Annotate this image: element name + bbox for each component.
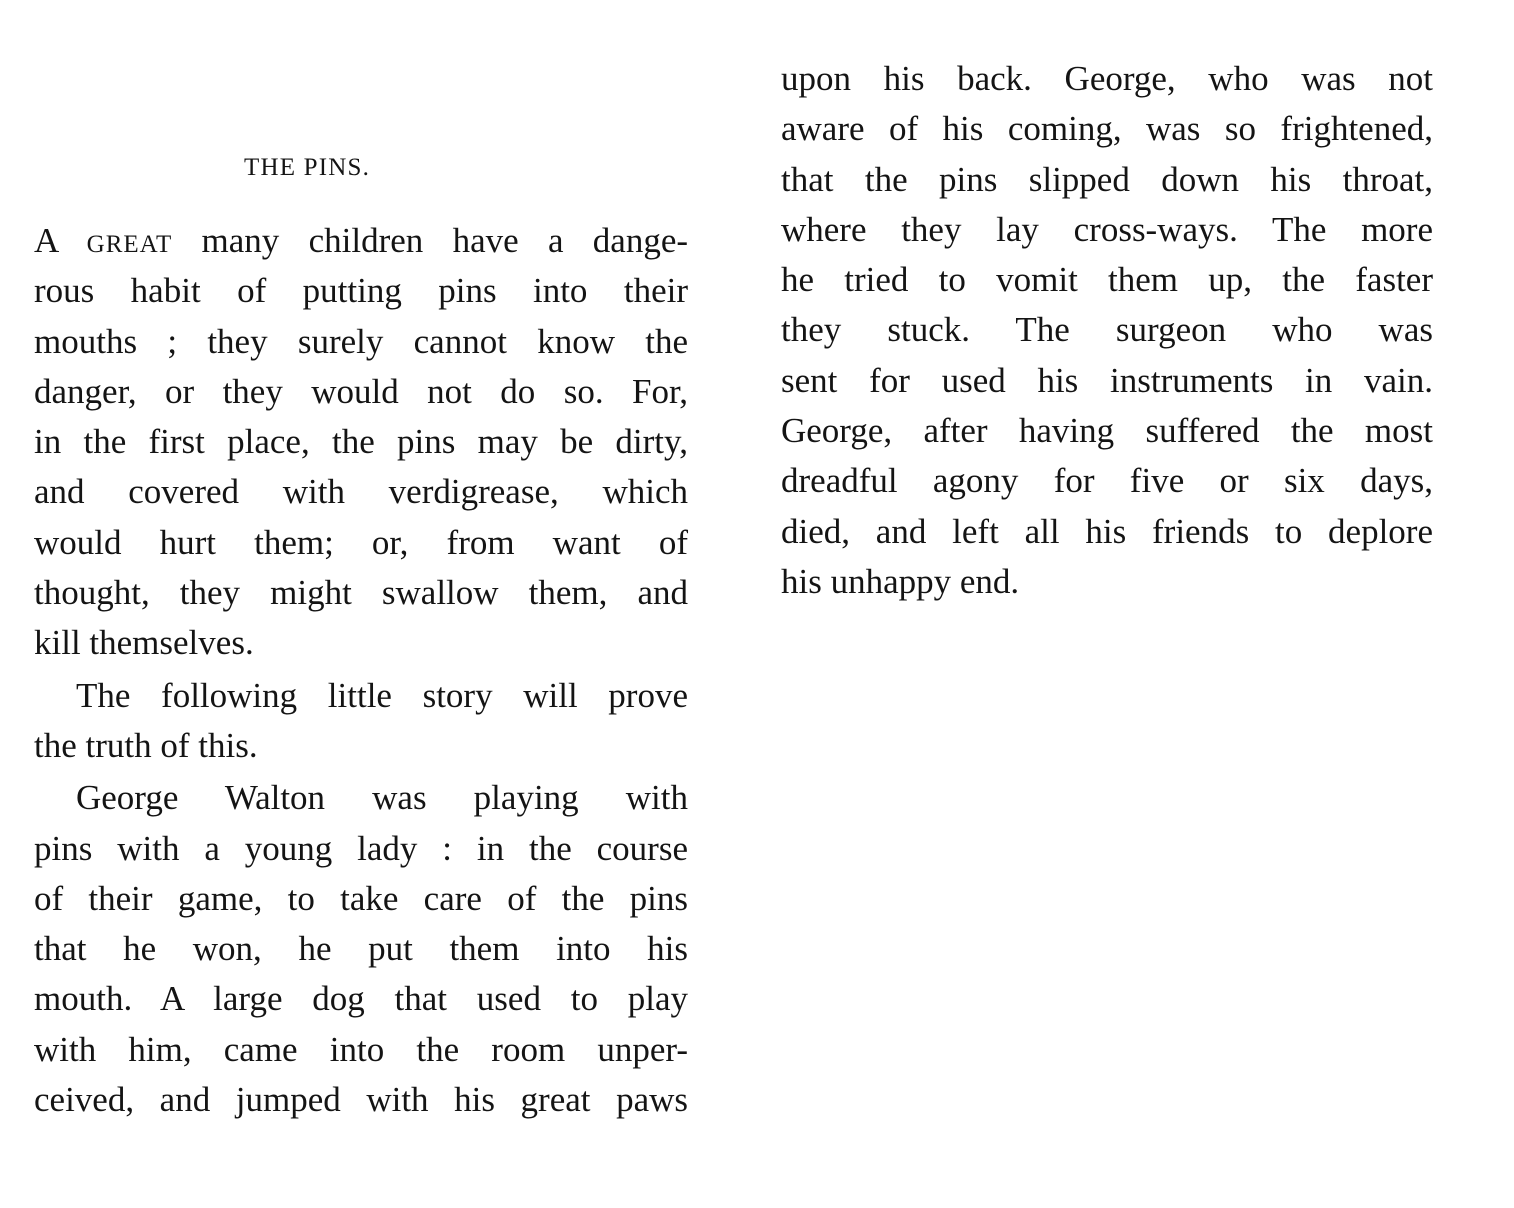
text-line: died, and left all his friends to deplore — [781, 511, 1433, 551]
text-line: that the pins slipped down his throat, — [781, 159, 1433, 199]
text-line: where they lay cross-ways. The more — [781, 209, 1433, 249]
text-line: The following little story will prove — [76, 675, 688, 715]
text-line — [34, 216, 688, 266]
paragraph-2 — [34, 671, 688, 772]
text-line: danger, or they would not do so. For, — [34, 371, 688, 411]
text-line: of their game, to take care of the pins — [34, 878, 688, 918]
text-line: mouths ; they surely cannot know the — [34, 321, 688, 361]
dropcap-letter: A — [34, 221, 58, 260]
text-line: they stuck. The surgeon who was — [781, 310, 1433, 350]
text-line: the truth of this. — [34, 725, 258, 765]
text-line: rous habit of putting pins into their — [34, 271, 688, 311]
text-line: dreadful agony for five or six days, — [781, 461, 1433, 501]
chapter-title: THE PINS. — [244, 154, 371, 181]
smallcaps-word: great — [86, 221, 173, 260]
text-line: pins with a young lady : in the course — [34, 828, 688, 868]
line-rest: many children have a dange- — [201, 221, 689, 260]
text-line: aware of his coming, was so frightened, — [781, 109, 1433, 149]
text-line: upon his back. George, who was not — [781, 59, 1433, 98]
paragraph-3 — [34, 773, 688, 1125]
right-column — [781, 54, 1433, 607]
text-line: kill themselves. — [34, 623, 254, 663]
text-line: his unhappy end. — [781, 561, 1020, 601]
text-line: mouth. A large dog that used to play — [34, 979, 688, 1019]
text-line: George Walton was playing with — [76, 778, 688, 818]
text-line: sent for used his instruments in vain. — [781, 360, 1433, 400]
left-column — [34, 142, 688, 1125]
text-line: and covered with verdigrease, which — [34, 472, 688, 512]
text-line: with him, came into the room unper- — [34, 1029, 688, 1069]
text-line: would hurt them; or, from want of — [34, 522, 688, 562]
text-line: in the first place, the pins may be dirty, — [34, 422, 688, 462]
text-line: George, after having suffered the most — [781, 411, 1433, 451]
text-line: ceived, and jumped with his great paws — [34, 1080, 688, 1120]
paragraph-1 — [34, 216, 688, 669]
text-line: that he won, he put them into his — [34, 929, 688, 969]
text-line: thought, they might swallow them, and — [34, 573, 688, 613]
text-line: he tried to vomit them up, the faster — [781, 260, 1433, 300]
